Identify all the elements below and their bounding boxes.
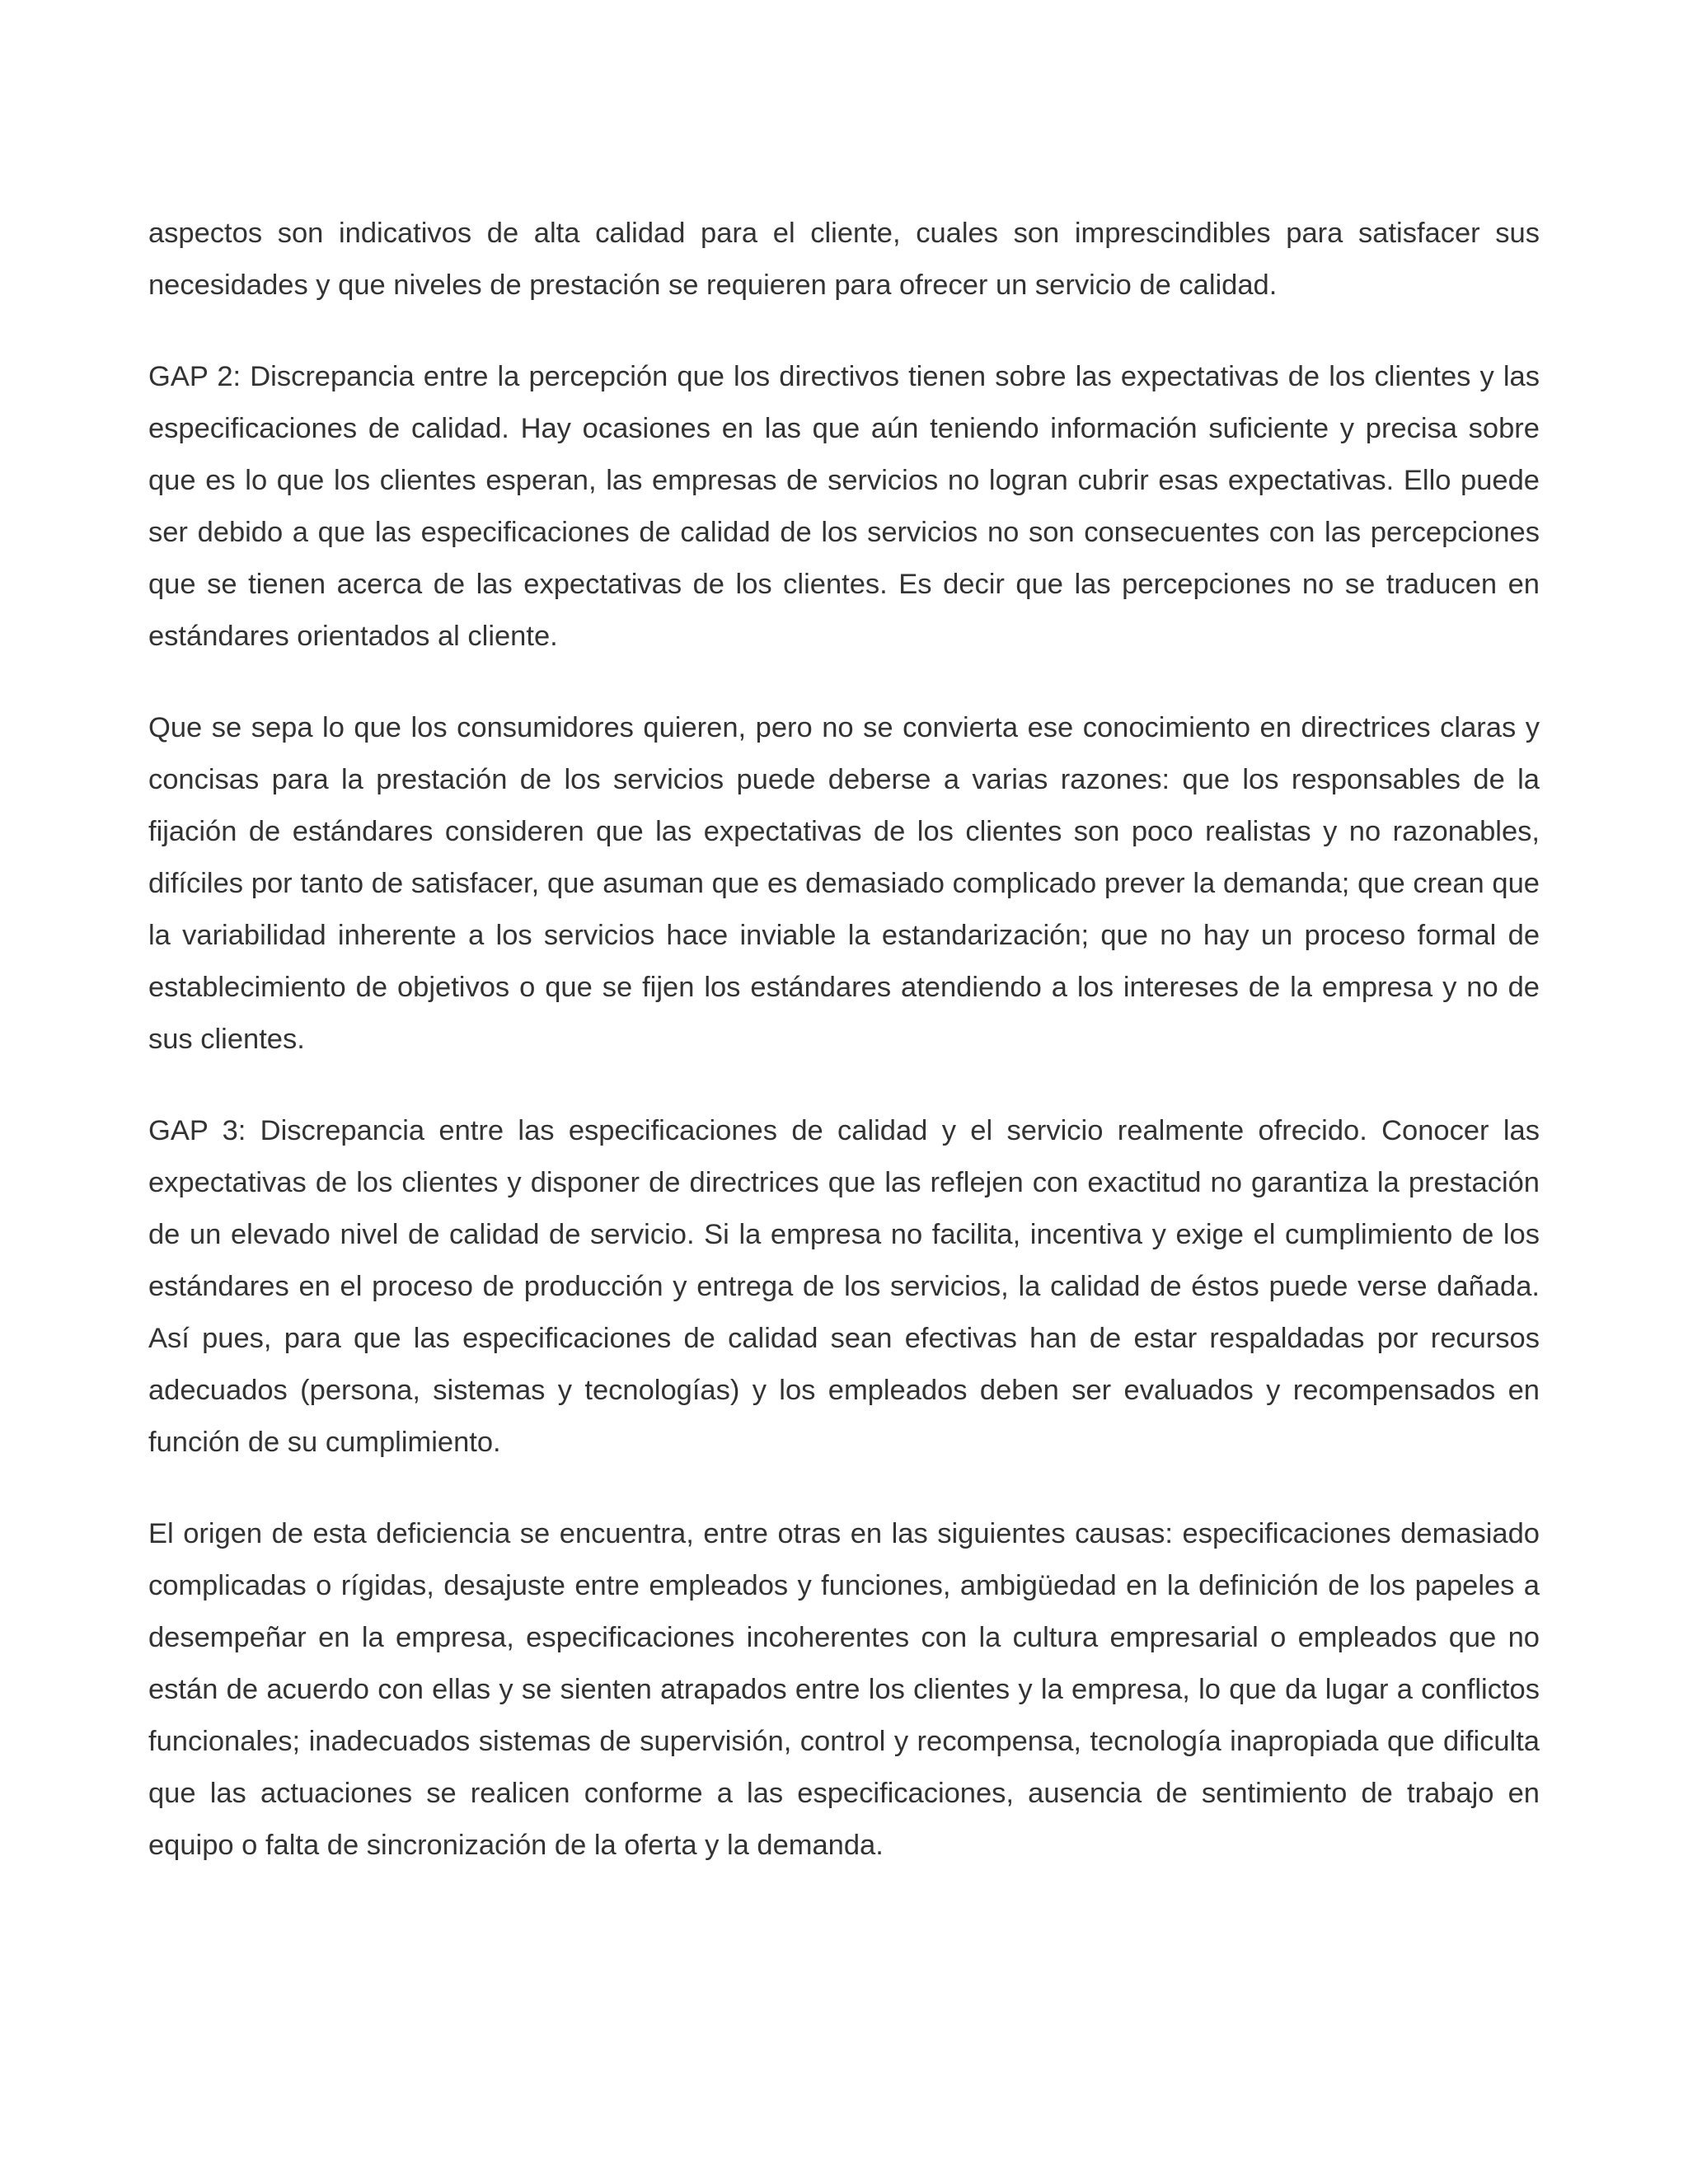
paragraph-gap-3-causes: El origen de esta deficiencia se encuentra, entre otras en las siguientes causas: especificaciones demasiado complicadas o rígidas, desajuste entre empleados y funciones, ambigüedad en la definición de los papeles a desempeñar en la empresa, especificaciones incoherentes con la cultura empresarial o empleados que no están de acuerdo con ellas y se sienten atrapados entre los clientes y la empresa, lo que da lugar a conflictos funcionales; inadecuados sistemas de supervisión, control y recompensa, tecnología inapropiada que dificulta que las actuaciones se realicen conforme a las especificaciones, ausencia de sentimiento de trabajo en equipo o falta de sincronización de la oferta y la demanda. [148,1518,1540,1861]
paragraph-gap-3: GAP 3: Discrepancia entre las especificaciones de calidad y el servicio realmente ofrecido. Conocer las expectativas de los clientes y disponer de directrices que las reflejen con exactitud no garantiza la prestación de un elevado nivel de calidad de servicio. Si la empresa no facilita, incentiva y exige el cumplimiento de los estándares en el proceso de producción y entrega de los servicios, la calidad de éstos puede verse dañada. Así pues, para que las especificaciones de calidad sean efectivas han de estar respaldadas por recursos adecuados (persona, sistemas y tecnologías) y los empleados deben ser evaluados y recompensados en función de su cumplimiento. [148,1115,1540,1458]
paragraph-gap-2: GAP 2: Discrepancia entre la percepción que los directivos tienen sobre las expectativas de los clientes y las especificaciones de calidad. Hay ocasiones en las que aún teniendo información suficiente y precisa sobre que es lo que los clientes esperan, las empresas de servicios no logran cubrir esas expectativas. Ello puede ser debido a que las especificaciones de calidad de los servicios no son consecuentes con las percepciones que se tienen acerca de las expectativas de los clientes. Es decir que las percepciones no se traducen en estándares orientados al cliente. [148,361,1540,652]
document-page [148,208,1540,1872]
paragraph-intro-continuation: aspectos son indicativos de alta calidad para el cliente, cuales son imprescindibles para satisfacer sus necesidades y que niveles de prestación se requieren para ofrecer un servicio de calidad. [148,218,1540,301]
paragraph-gap-2-reasons: Que se sepa lo que los consumidores quieren, pero no se convierta ese conocimiento en directrices claras y concisas para la prestación de los servicios puede deberse a varias razones: que los responsables de la fijación de estándares consideren que las expectativas de los clientes son poco realistas y no razonables, difíciles por tanto de satisfacer, que asuman que es demasiado complicado prever la demanda; que crean que la variabilidad inherente a los servicios hace inviable la estandarización; que no hay un proceso formal de establecimiento de objetivos o que se fijen los estándares atendiendo a los intereses de la empresa y no de sus clientes. [148,712,1540,1055]
